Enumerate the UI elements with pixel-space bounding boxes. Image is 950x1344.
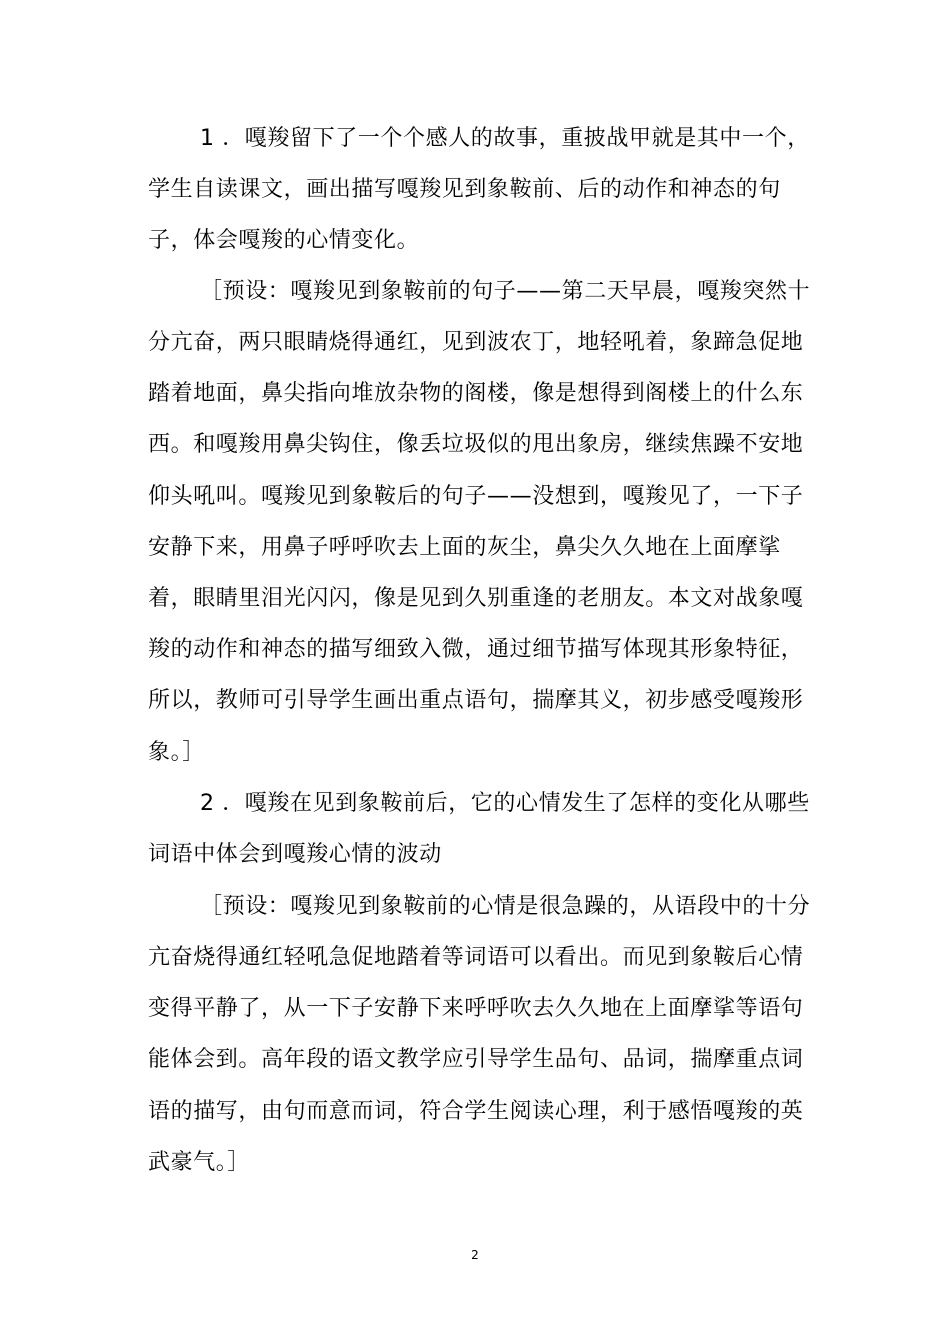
- text-line: 子，体会嘎羧的心情变化。: [148, 228, 420, 253]
- text-line: 亢奋烧得通红轻吼急促地踏着等词语可以看出。而见到象鞍后心情: [148, 945, 804, 970]
- text-line: 武豪气。］: [148, 1150, 251, 1175]
- text-line: 变得平静了，从一下子安静下来呼呼吹去久久地在上面摩挲等语句: [148, 996, 804, 1021]
- text-line: 西。和嘎羧用鼻尖钩住，像丢垃圾似的甩出象房，继续焦躁不安地: [148, 432, 804, 457]
- text-line: 分亢奋，两只眼睛烧得通红，见到波农丁，地轻吼着，象蹄急促地: [148, 330, 804, 355]
- text-line: 所以，教师可引导学生画出重点语句，揣摩其义，初步感受嘎羧形: [148, 688, 804, 713]
- text-line: ［预设：嘎羧见到象鞍前的句子——第二天早晨，嘎羧突然十: [200, 279, 811, 304]
- text-line: 1 ．嘎羧留下了一个个感人的故事，重披战甲就是其中一个，: [200, 126, 810, 151]
- text-line: 能体会到。高年段的语文教学应引导学生品句、品词，揣摩重点词: [148, 1047, 804, 1072]
- page-number: 2: [471, 1248, 479, 1262]
- text-line: 学生自读课文，画出描写嘎羧见到象鞍前、后的动作和神态的句: [148, 177, 781, 202]
- text-line: 词语中体会到嘎羧心情的波动: [148, 842, 442, 867]
- text-line: 羧的动作和神态的描写细致入微，通过细节描写体现其形象特征，: [148, 637, 804, 662]
- text-line: 安静下来，用鼻子呼呼吹去上面的灰尘，鼻尖久久地在上面摩挲: [148, 535, 781, 560]
- text-line: 语的描写，由句而意而词，符合学生阅读心理，利于感悟嘎羧的英: [148, 1099, 804, 1124]
- text-line: 仰头吼叫。嘎羧见到象鞍后的句子——没想到，嘎羧见了，一下子: [148, 484, 804, 509]
- text-line: 2 ．嘎羧在见到象鞍前后，它的心情发生了怎样的变化从哪些: [200, 791, 810, 816]
- text-line: 着，眼睛里泪光闪闪，像是见到久别重逢的老朋友。本文对战象嘎: [148, 586, 804, 611]
- text-line: 象。］: [148, 740, 205, 765]
- text-line: ［预设：嘎羧见到象鞍前的心情是很急躁的，从语段中的十分: [200, 894, 811, 919]
- text-line: 踏着地面，鼻尖指向堆放杂物的阁楼，像是想得到阁楼上的什么东: [148, 381, 804, 406]
